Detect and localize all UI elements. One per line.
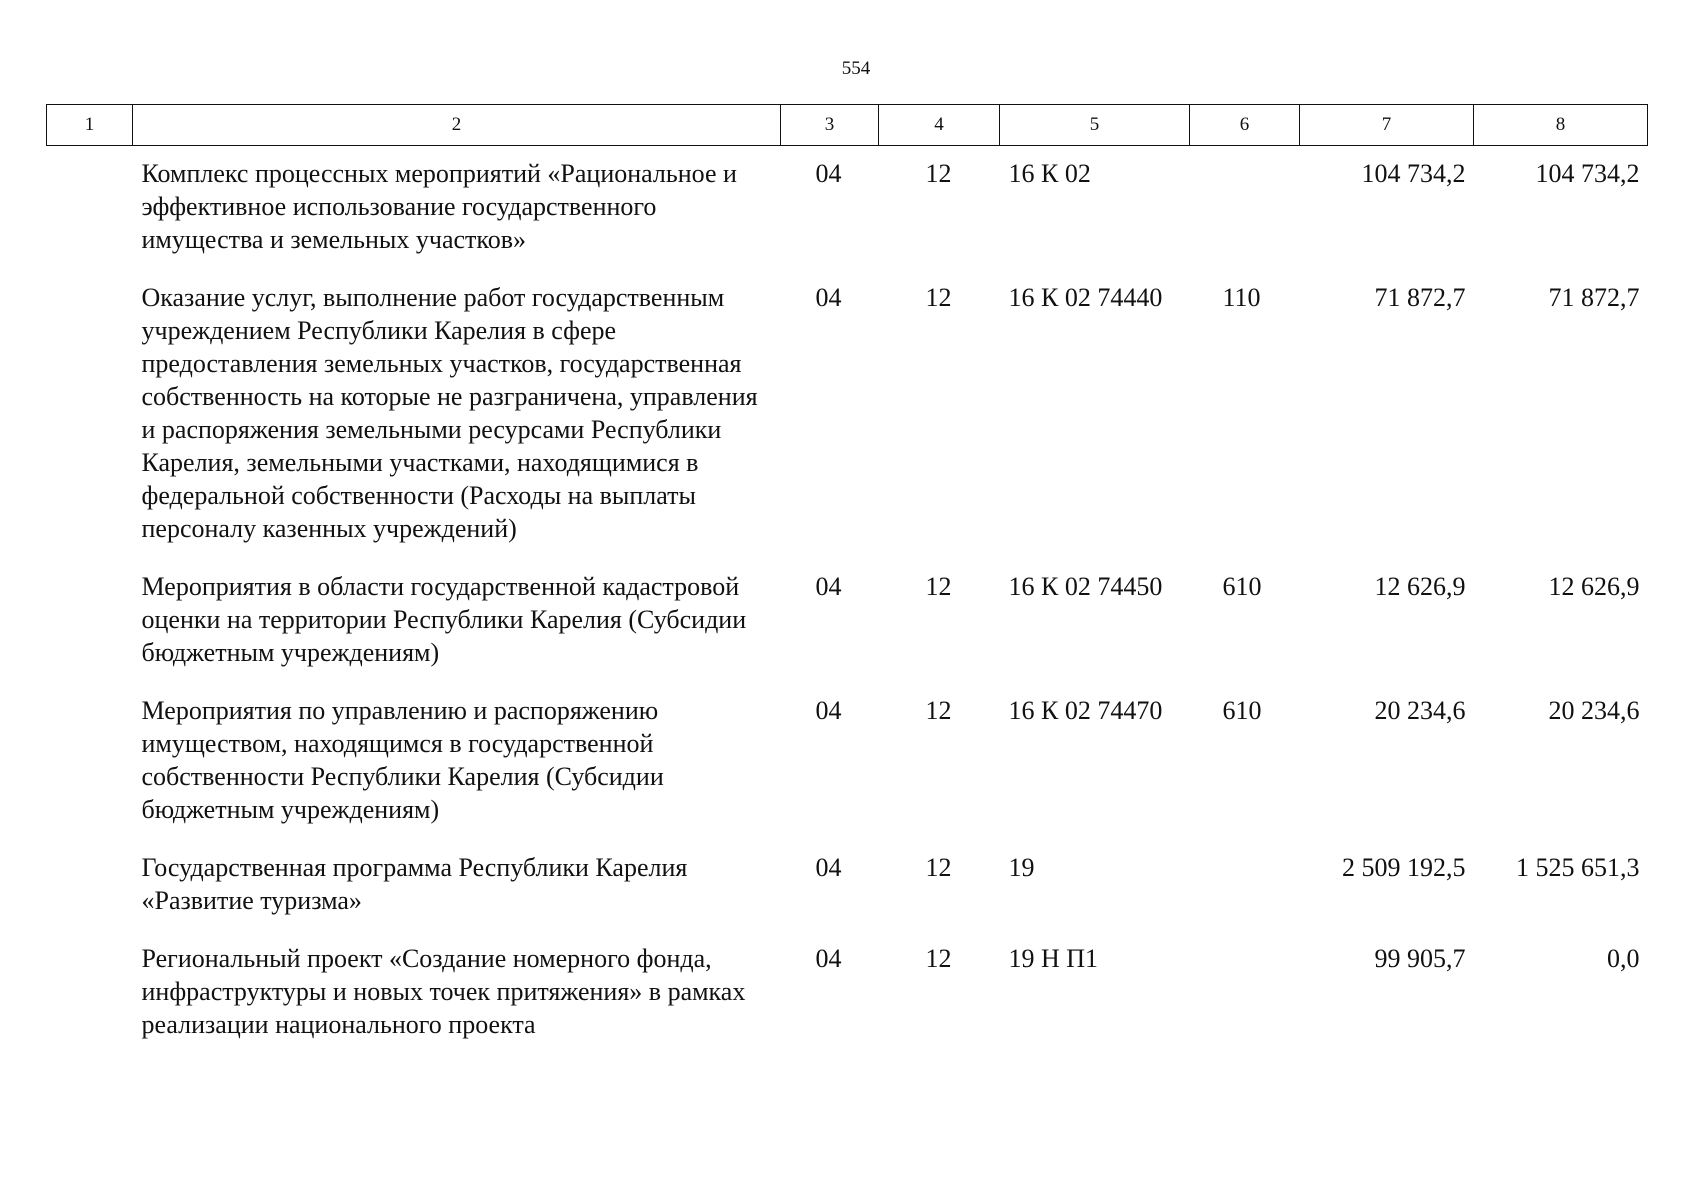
column-header: 4 — [879, 105, 1000, 146]
row-number-cell — [47, 932, 133, 1056]
column-header: 2 — [133, 105, 781, 146]
amount-year2-cell: 71 872,7 — [1548, 283, 1640, 312]
amount-year1-cell: 71 872,7 — [1374, 283, 1466, 312]
amount-year2-cell: 1 525 651,3 — [1516, 853, 1640, 882]
section-code-cell: 04 — [815, 159, 842, 188]
subsection-code-cell: 12 — [925, 283, 952, 312]
expense-type-cell: 610 — [1222, 696, 1262, 725]
row-number-cell — [47, 560, 133, 684]
subsection-code-cell: 12 — [925, 696, 952, 725]
section-code-cell: 04 — [815, 696, 842, 725]
section-code-cell: 04 — [815, 283, 842, 312]
target-article-cell: 16 К 02 74440 — [1008, 283, 1163, 312]
table-row — [47, 146, 1648, 272]
amount-year1-cell: 99 905,7 — [1374, 944, 1466, 973]
expense-type-cell: 610 — [1222, 572, 1262, 601]
column-header: 5 — [1000, 105, 1190, 146]
target-article-cell: 16 К 02 74470 — [1008, 696, 1163, 725]
expense-type-cell: 110 — [1222, 283, 1261, 312]
target-article-cell: 19 — [1008, 853, 1035, 882]
row-number-cell — [47, 146, 133, 272]
subsection-code-cell: 12 — [925, 944, 952, 973]
item-name-cell: Мероприятия в области государственной кадастровой оценки на территории Республики Карелия (Субсидии бюджетным учреждениям) — [141, 572, 747, 667]
target-article-cell: 16 К 02 74450 — [1008, 572, 1163, 601]
expense-type-cell — [1190, 146, 1300, 272]
subsection-code-cell: 12 — [925, 572, 952, 601]
target-article-cell: 19 Н П1 — [1008, 944, 1099, 973]
item-name-cell: Оказание услуг, выполнение работ государственным учреждением Республики Карелия в сфере предоставления земельных участков, государственная собственность на которые не разграничена, управления и распоряжения земельными ресурсами Республики Карелия, земельными участками, находящимися в федеральной собственности (Расходы на выплаты персоналу казенных учреждений) — [141, 283, 758, 543]
table-row — [47, 932, 1648, 1056]
amount-year2-cell: 0,0 — [1607, 944, 1640, 973]
table-row — [47, 560, 1648, 684]
subsection-code-cell: 12 — [925, 159, 952, 188]
table-row — [47, 841, 1648, 932]
column-header: 8 — [1474, 105, 1648, 146]
amount-year2-cell: 20 234,6 — [1548, 696, 1640, 725]
amount-year2-cell: 12 626,9 — [1548, 572, 1640, 601]
item-name-cell: Региональный проект «Создание номерного фонда, инфраструктуры и новых точек притяжения» в рамках реализации национального проекта — [141, 944, 746, 1039]
amount-year1-cell: 104 734,2 — [1361, 159, 1466, 188]
column-header: 3 — [781, 105, 879, 146]
page-number: 554 — [841, 58, 871, 79]
row-number-cell — [47, 684, 133, 841]
amount-year1-cell: 2 509 192,5 — [1342, 853, 1466, 882]
column-header: 7 — [1300, 105, 1474, 146]
amount-year1-cell: 20 234,6 — [1374, 696, 1466, 725]
column-header: 6 — [1190, 105, 1300, 146]
item-name-cell: Комплекс процессных мероприятий «Рациональное и эффективное использование государственного имущества и земельных участков» — [141, 159, 737, 254]
row-number-cell — [47, 841, 133, 932]
section-code-cell: 04 — [815, 572, 842, 601]
amount-year2-cell: 104 734,2 — [1535, 159, 1640, 188]
budget-table — [46, 104, 1648, 1056]
expense-type-cell — [1190, 932, 1300, 1056]
item-name-cell: Государственная программа Республики Карелия «Развитие туризма» — [141, 853, 688, 915]
amount-year1-cell: 12 626,9 — [1374, 572, 1466, 601]
target-article-cell: 16 К 02 — [1008, 159, 1091, 188]
row-number-cell — [47, 271, 133, 560]
item-name-cell: Мероприятия по управлению и распоряжению имуществом, находящимся в государственной собственности Республики Карелия (Субсидии бюджетным учреждениям) — [141, 696, 664, 824]
table-row — [47, 684, 1648, 841]
column-header: 1 — [47, 105, 133, 146]
table-header-row — [47, 105, 1648, 146]
section-code-cell: 04 — [815, 944, 842, 973]
section-code-cell: 04 — [815, 853, 842, 882]
subsection-code-cell: 12 — [925, 853, 952, 882]
expense-type-cell — [1190, 841, 1300, 932]
table-row — [47, 271, 1648, 560]
